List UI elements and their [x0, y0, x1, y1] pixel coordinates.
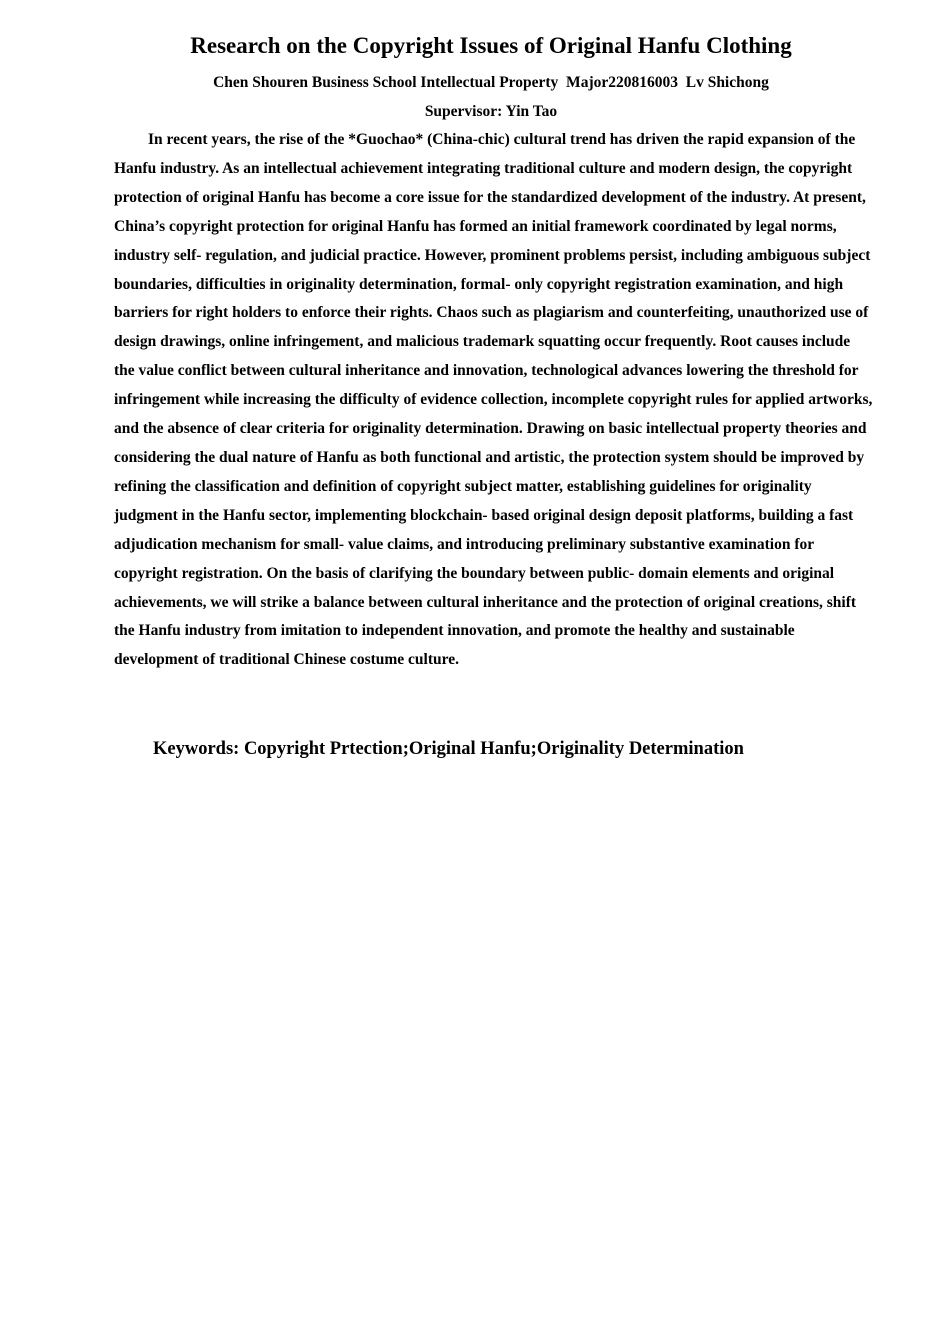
supervisor-line: Supervisor: Yin Tao — [424, 103, 558, 120]
author-byline: Chen Shouren Business School Intellectual Property Major220816003 Lv Shichong — [213, 74, 769, 91]
paper-title: Research on the Copyright Issues of Original Hanfu Clothing — [190, 33, 792, 58]
abstract-paragraph: In recent years, the rise of the *Guochao* (China-chic) cultural trend has driven the rapid expansion of the Hanfu industry. As an intellectual achievement integrating traditional culture and modern design, the copyright protection of original Hanfu has become a core issue for the standardized development of the industry. At present, China’s copyright protection for original Hanfu has formed an initial framework coordinated by legal norms, industry self- regulation, and judicial practice. However, prominent problems persist, including ambiguous subject boundaries, difficulties in originality determination, formal- only copyright registration examination, and high barriers for right holders to enforce their rights. Chaos such as plagiarism and counterfeiting, unauthorized use of design drawings, online infringement, and malicious trademark squatting occur frequently. Root causes include the value conflict between cultural inheritance and innovation, technological advances lowering the threshold for infringement while increasing the difficulty of evidence collection, incomplete copyright rules for applied artworks, and the absence of clear criteria for originality determination. Drawing on basic intellectual property theories and considering the dual nature of Hanfu as both functional and artistic, the protection system should be improved by refining the classification and definition of copyright subject matter, establishing guidelines for originality judgment in the Hanfu sector, implementing blockchain- based original design deposit platforms, building a fast adjudication mechanism for small- value claims, and introducing preliminary substantive examination for copyright registration. On the basis of clarifying the boundary between public- domain elements and original achievements, we will strike a balance between cultural inheritance and the protection of original creations, shift the Hanfu industry from imitation to independent innovation, and promote the healthy and sustainable development of traditional Chinese costume culture. — [114, 131, 873, 669]
keywords-line: Keywords: Copyright Prtection;Original Hanfu;Originality Determination — [153, 739, 744, 759]
